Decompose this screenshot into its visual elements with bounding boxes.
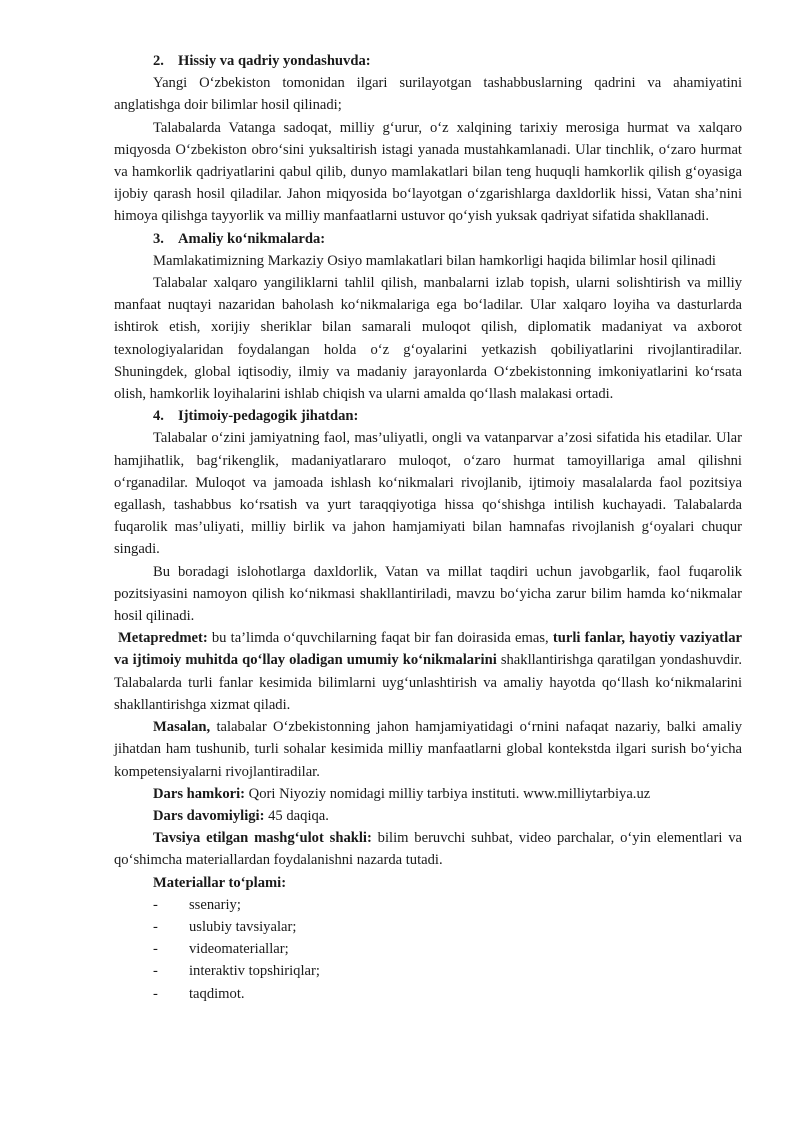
section-title: Hissiy va qadriy yondashuvda: <box>178 53 371 69</box>
recommended-format-label: Tavsiya etilgan mashg‘ulot shakli: <box>153 830 372 847</box>
list-item-text: interaktiv topshiriqlar; <box>189 963 320 980</box>
lesson-partner <box>114 783 742 805</box>
list-dash: - <box>153 963 158 980</box>
metapredmet-text-end: shakllantirishga qaratilgan yondashuvdir. Talabalarda turli fanlar kesimida bilimlarni uyg‘unlashtirish va amaliy hayotda qo‘llash ko‘nikmalarini shakllantirishga xizmat qiladi. <box>114 652 742 713</box>
list-dash: - <box>153 985 158 1002</box>
lesson-partner-label: Dars hamkori: <box>153 785 246 802</box>
paragraph: Mamlakatimizning Markaziy Osiyo mamlakatlari bilan hamkorligi haqida bilimlar hosil qilinadi <box>153 252 716 269</box>
example-text: talabalar O‘zbekistonning jahon hamjamiyatidagi o‘rnini nafaqat nazariy, balki amaliy jihatdan ham tushunib, turli sohalar kesimida milliy manfaatlarni global kontekstda ilgari surish bo‘yicha kompetensiyalarni rivojlantiradilar. <box>114 719 742 780</box>
list-item <box>114 894 742 916</box>
recommended-format <box>114 827 742 871</box>
paragraph: Bu boradagi islohotlarga daxldorlik, Vatan va millat taqdiri uchun javobgarlik, faol fuqarolik pozitsiyasini namoyon qilish ko‘nikmasi shakllantiriladi, mavzu bo‘yicha zarur bilim hamda ko‘nikmalar hosil qilinadi. <box>114 563 742 625</box>
list-dash: - <box>153 941 158 958</box>
section-heading-3 <box>114 228 742 250</box>
lesson-duration-value: 45 daqiqa. <box>264 807 329 824</box>
section-number: 3. <box>153 230 164 247</box>
paragraph: Talabalar o‘zini jamiyatning faol, mas’uliyatli, ongli va vatanparvar a’zosi sifatida his etadilar. Ular hamjihatlik, bag‘rikenglik, madaniyatlararo muloqot, o‘zaro hurmat tamoyillariga amal qilishni o‘rganadilar. Muloqot va jamoada ishlash ko‘nikmalari rivojlanib, ijtimoiy masalalarda faol pozitsiya egallash, tashabbus ko‘rsatish va yurt taraqqiyotiga hissa qo‘shishga intilish kuchayadi. Talabalarda fuqarolik mas’uliyati, milliy birlik va jahon hamjamiyati bilan hamnafas rivojlanish g‘oyalari chuqur singadi. <box>114 430 742 558</box>
materials-title: Materiallar to‘plami: <box>153 874 287 891</box>
metapredmet-emphasis: turli fanlar, hayotiy vaziyatlar va ijtimoiy muhitda qo‘llay oladigan umumiy ko‘nikmalarini <box>114 630 742 669</box>
list-item-text: ssenariy; <box>189 896 241 913</box>
list-item-text: taqdimot. <box>189 985 245 1002</box>
section-heading-2 <box>114 50 742 72</box>
recommended-format-value: bilim beruvchi suhbat, video parchalar, o‘yin elementlari va qo‘shimcha materiallardan foydalanishni nazarda tutadi. <box>114 830 742 869</box>
list-dash: - <box>153 918 158 935</box>
metapredmet-label: Metapredmet: <box>118 630 208 647</box>
list-item <box>114 916 742 938</box>
metapredmet-text: bu ta’limda o‘quvchilarning faqat bir fan doirasida emas, <box>207 630 553 647</box>
lesson-duration-label: Dars davomiyligi: <box>153 807 265 824</box>
lesson-duration <box>114 805 742 827</box>
list-item <box>114 938 742 960</box>
metapredmet-paragraph <box>114 627 742 716</box>
section-number: 2. <box>153 53 164 69</box>
example-label: Masalan, <box>153 719 211 736</box>
paragraph: Yangi O‘zbekiston tomonidan ilgari surilayotgan tashabbuslarning qadrini va ahamiyatini anglatishga doir bilimlar hosil qilinadi; <box>114 75 742 114</box>
paragraph: Talabalarda Vatanga sadoqat, milliy g‘urur, o‘z xalqining tarixiy merosiga hurmat va xalqaro miqyosda O‘zbekiston obro‘sini yuksaltirish istagi yanada mustahkamlanadi. Ular tinchlik, o‘zaro hurmat va hamkorlik qadriyatlarini qabul qilib, dunyo mamlakatlari bilan teng huquqli hamkorlik qilish g‘oyasiga ijobiy qarash hosil qiladilar. Jahon miqyosida bo‘layotgan o‘zgarishlarga daxldorlik hissi, Vatan sha’nini himoya qilishga tayyorlik va milliy manfaatlarni ustuvor qo‘yish yuksak qadriyat sifatida shakllanadi. <box>114 119 742 225</box>
section-heading-4 <box>114 405 742 427</box>
paragraph: Talabalar xalqaro yangiliklarni tahlil qilish, manbalarni izlab topish, ularni solishtirish va milliy manfaat nuqtayi nazaridan baholash ko‘nikmalariga ega bo‘ladilar. Ular xalqaro loyiha va dasturlarda ishtirok etish, xorijiy sheriklar bilan samarali muloqot qilish, diplomatik madaniyat va axborot texnologiyalaridan foydalangan holda o‘z g‘oyalarini yetkazish qobiliyatlarini rivojlantiradilar. Shuningdek, global iqtisodiy, ilmiy va madaniy jarayonlarda O‘zbekistonning imkoniyatlarini ko‘rsata olish, hamkorlik loyihalarini ishlab chiqish va ularni amalda qo‘llash malakasi ortadi. <box>114 275 742 403</box>
lesson-partner-value: Qori Niyoziy nomidagi milliy tarbiya instituti. www.milliytarbiya.uz <box>245 785 651 802</box>
materials-list <box>114 894 742 1005</box>
section-title: Amaliy ko‘nikmalarda: <box>178 230 326 247</box>
section-number: 4. <box>153 408 164 425</box>
list-item <box>114 983 742 1005</box>
section-title: Ijtimoiy-pedagogik jihatdan: <box>178 408 359 425</box>
list-item <box>114 960 742 982</box>
list-item-text: uslubiy tavsiyalar; <box>189 918 297 935</box>
list-dash: - <box>153 896 158 913</box>
example-paragraph <box>114 716 742 783</box>
list-item-text: videomateriallar; <box>189 941 289 958</box>
